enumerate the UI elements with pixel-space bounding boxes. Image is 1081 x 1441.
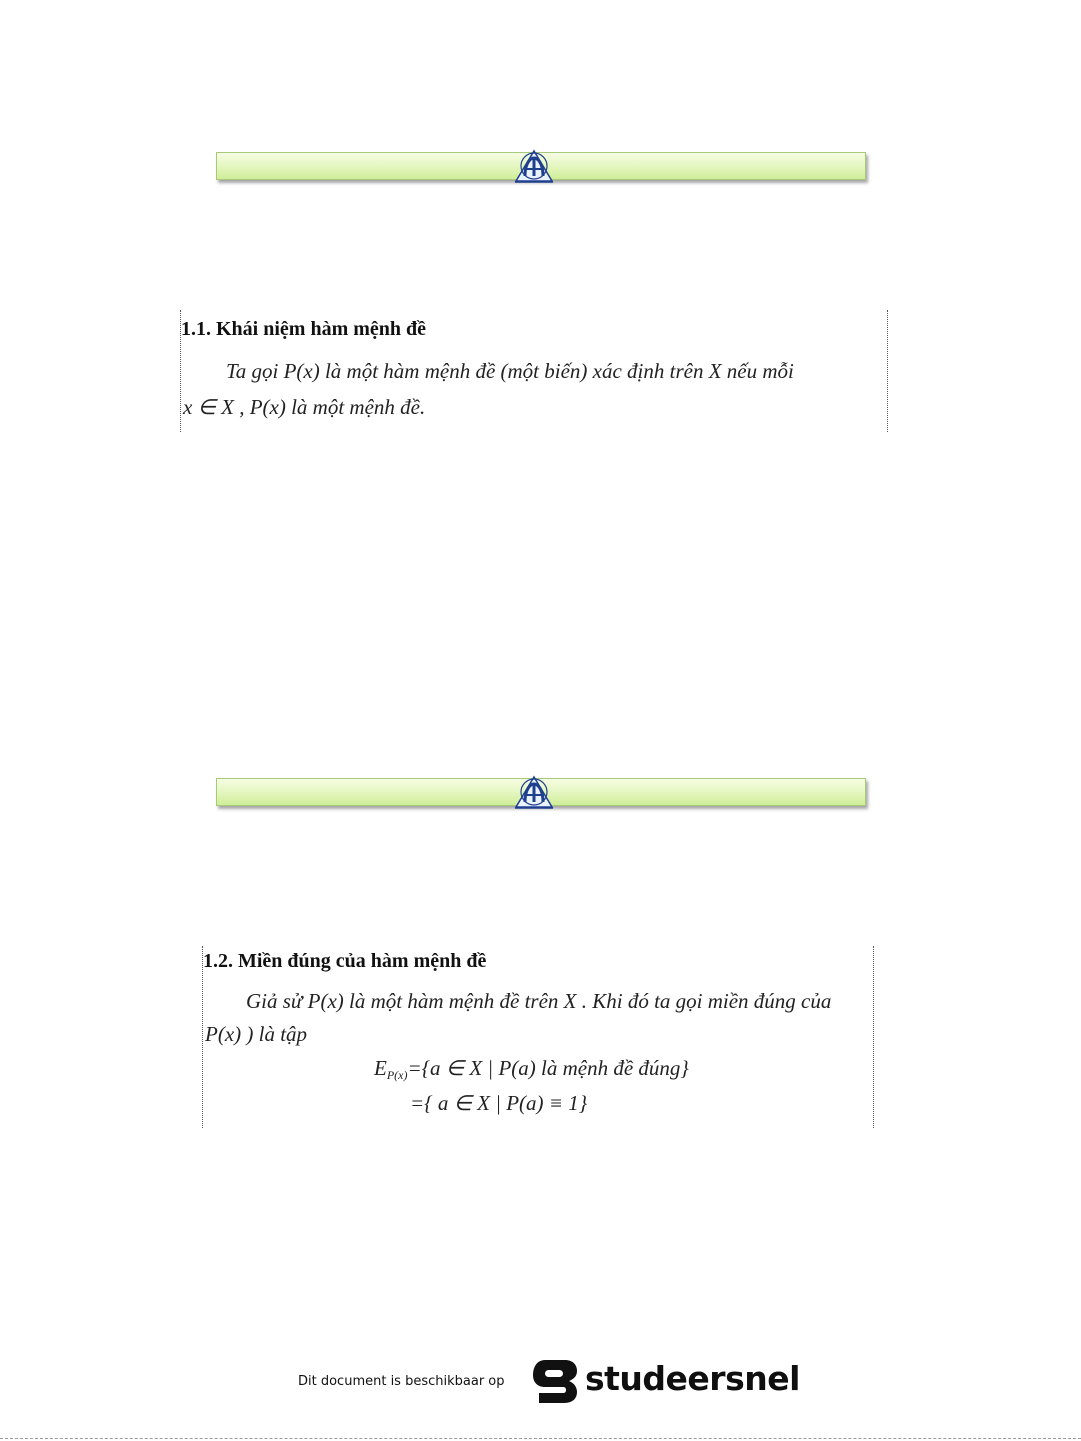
paragraph-line: Ta gọi P(x) là một hàm mệnh đề (một biến) xác định trên X nếu mỗi (226, 359, 794, 383)
paragraph-line: Giả sử P(x) là một hàm mệnh đề trên X . Khi đó ta gọi miền đúng của (246, 989, 832, 1013)
equation-body: ={a ∈ X | P(a) là mệnh đề đúng} (407, 1056, 689, 1080)
paragraph-line: P(x) ) là tập (205, 1022, 308, 1046)
brand-name[interactable]: studeersnel (585, 1359, 800, 1398)
university-logo-icon (512, 774, 556, 810)
equation-symbol: E (374, 1056, 387, 1080)
university-logo-icon (512, 148, 556, 184)
page-divider (0, 1438, 1081, 1439)
equation-subscript: P(x) (386, 1068, 408, 1082)
section-heading: 1.2. Miền đúng của hàm mệnh đề (203, 950, 487, 972)
footer-text: Dit document is beschikbaar op (298, 1374, 505, 1389)
text-line-clip (181, 356, 887, 388)
header-banner (216, 778, 866, 806)
equation-line: ={ a ∈ X | P(a) ≡ 1} (410, 1091, 588, 1115)
equation-line (374, 1056, 689, 1083)
section-heading: 1.1. Khái niệm hàm mệnh đề (181, 318, 427, 340)
text-line-clip (203, 986, 873, 1018)
studeersnel-logo-icon (531, 1356, 579, 1406)
header-banner (216, 152, 866, 180)
paragraph-line: x ∈ X , P(x) là một mệnh đề. (183, 395, 426, 419)
